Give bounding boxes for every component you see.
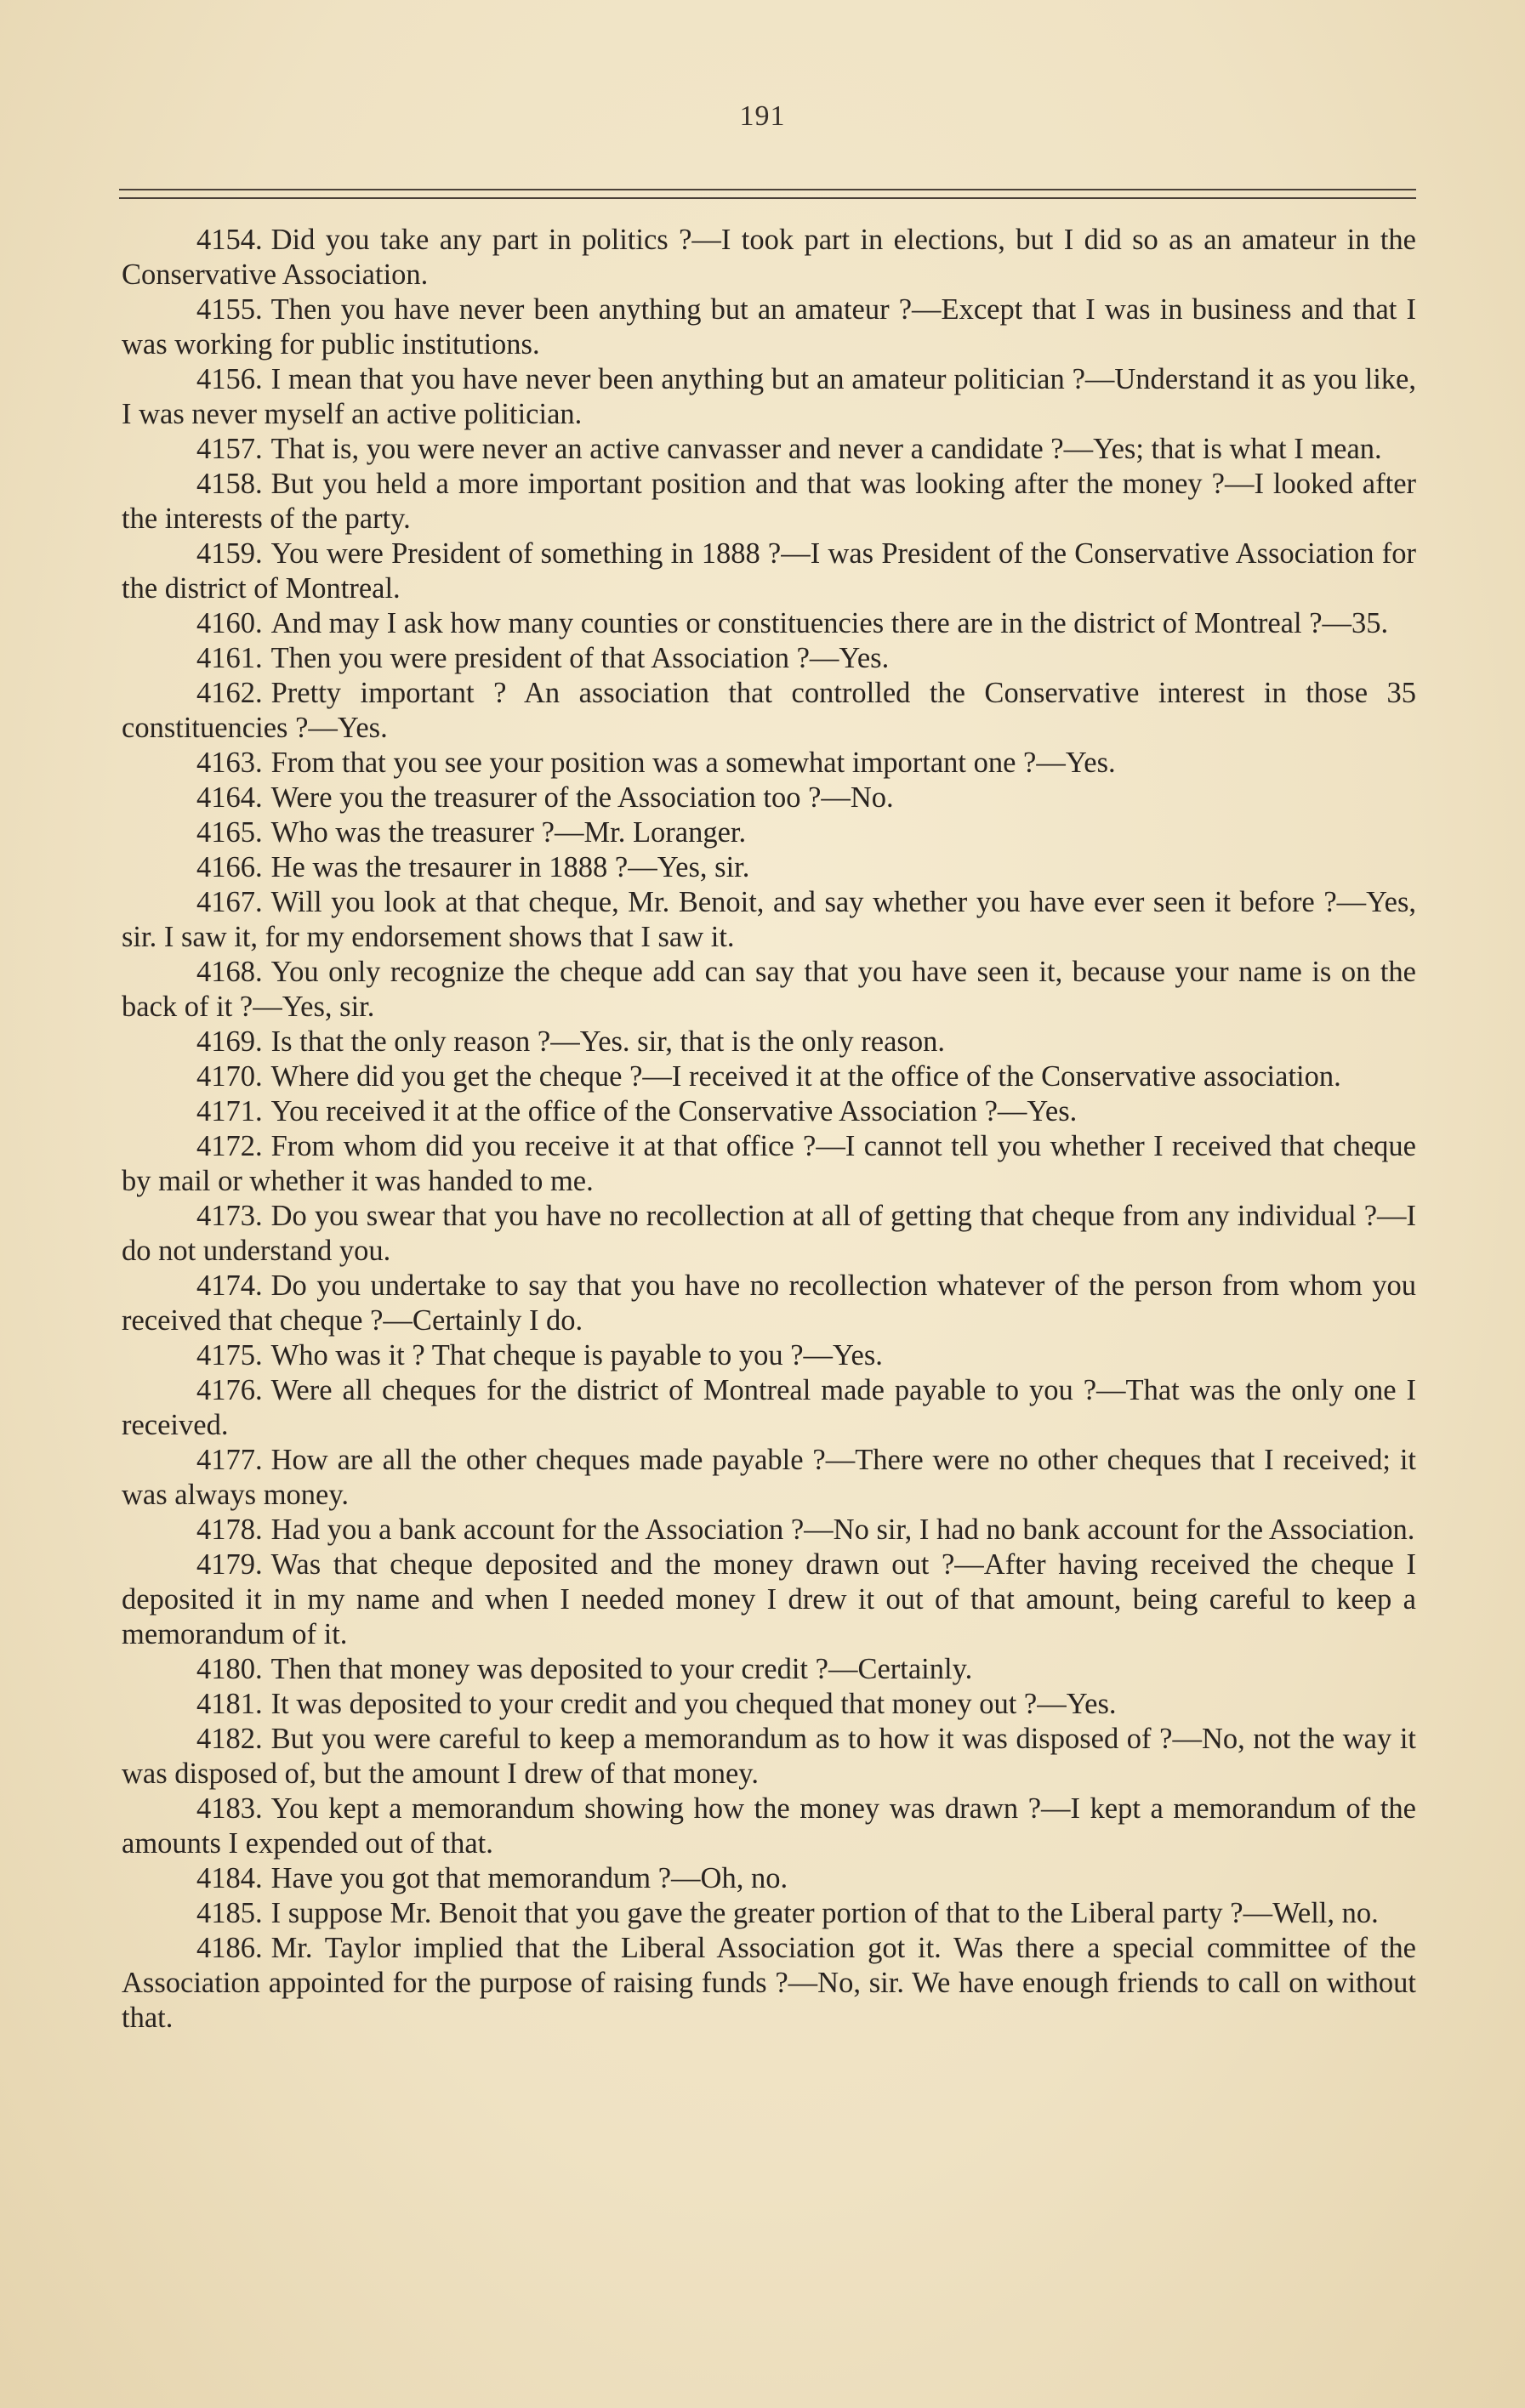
entry-number: 4165. [196, 816, 263, 849]
entry-text: Then that money was deposited to your credit ?—Certainly. [270, 1653, 973, 1685]
entry-text: Who was it ? That cheque is payable to you ?—Yes. [270, 1339, 883, 1372]
entry-text: That is, you were never an active canvasser and never a candidate ?—Yes; that is what I mean. [270, 433, 1382, 465]
testimony-entry [122, 850, 1416, 885]
testimony-entry [122, 467, 1416, 537]
entry-number: 4172. [196, 1130, 263, 1162]
entry-text: From that you see your position was a somewhat important one ?—Yes. [270, 747, 1116, 779]
entry-text: Have you got that memorandum ?—Oh, no. [270, 1862, 788, 1894]
testimony-entry [122, 292, 1416, 362]
entry-text: And may I ask how many counties or constituencies there are in the district of Montreal ?—35. [270, 607, 1389, 639]
testimony-entry [122, 606, 1416, 641]
entry-text: Where did you get the cheque ?—I received it at the office of the Conservative association. [270, 1060, 1341, 1093]
entry-number: 4173. [196, 1200, 263, 1232]
entry-number: 4176. [196, 1374, 263, 1406]
testimony-entry [122, 676, 1416, 746]
entry-text: From whom did you receive it at that office ?—I cannot tell you whether I received that cheque by mail or whether it was handed to me. [122, 1130, 1416, 1197]
entry-text: I suppose Mr. Benoit that you gave the greater portion of that to the Liberal party ?—Well, no. [270, 1897, 1379, 1929]
entry-number: 4170. [196, 1060, 263, 1093]
entry-text: Did you take any part in politics ?—I took part in elections, but I did so as an amateur in the Conservative Association. [122, 224, 1416, 291]
entry-text: You only recognize the cheque add can say that you have seen it, because your name is on the back of it ?—Yes, sir. [122, 956, 1416, 1023]
testimony-entry [122, 1059, 1416, 1094]
entry-number: 4177. [196, 1444, 263, 1476]
entry-number: 4178. [196, 1514, 263, 1546]
testimony-entry [122, 1931, 1416, 2036]
testimony-entry [122, 1722, 1416, 1792]
testimony-entry [122, 1792, 1416, 1861]
entry-number: 4186. [196, 1932, 263, 1964]
testimony-entry [122, 1896, 1416, 1931]
entry-text: Were all cheques for the district of Montreal made payable to you ?—That was the only one I received. [122, 1374, 1416, 1441]
entry-text: You were President of something in 1888 ?—I was President of the Conservative Association for the district of Montreal. [122, 537, 1416, 605]
entry-number: 4184. [196, 1862, 263, 1894]
entry-number: 4156. [196, 363, 263, 395]
entry-number: 4160. [196, 607, 263, 639]
testimony-list [122, 223, 1416, 2036]
entry-number: 4155. [196, 293, 263, 326]
entry-text: Mr. Taylor implied that the Liberal Association got it. Was there a special committee of the Association appointed for the purpose of raising funds ?—No, sir. We have enough friends to call on without that. [122, 1932, 1416, 2034]
entry-text: You kept a memorandum showing how the money was drawn ?—I kept a memorandum of the amounts I expended out of that. [122, 1792, 1416, 1860]
entry-text: Was that cheque deposited and the money drawn out ?—After having received the cheque I deposited it in my name and when I needed money I drew it out of that amount, being careful to keep a memorandum of it. [122, 1548, 1416, 1650]
testimony-entry [122, 815, 1416, 850]
entry-number: 4179. [196, 1548, 263, 1581]
testimony-entry [122, 1269, 1416, 1338]
entry-number: 4185. [196, 1897, 263, 1929]
entry-text: Then you were president of that Association ?—Yes. [270, 642, 890, 674]
entry-number: 4183. [196, 1792, 263, 1825]
entry-number: 4158. [196, 468, 263, 500]
entry-text: Then you have never been anything but an amateur ?—Except that I was in business and that I was working for public institutions. [122, 293, 1416, 361]
testimony-entry [122, 1199, 1416, 1269]
entry-text: Do you swear that you have no recollection at all of getting that cheque from any individual ?—I do not understand you. [122, 1200, 1416, 1267]
entry-number: 4161. [196, 642, 263, 674]
entry-number: 4162. [196, 677, 263, 709]
entry-number: 4157. [196, 433, 263, 465]
entry-number: 4175. [196, 1339, 263, 1372]
entry-text: Had you a bank account for the Association ?—No sir, I had no bank account for the Association. [270, 1514, 1415, 1546]
testimony-entry [122, 1129, 1416, 1199]
testimony-entry [122, 362, 1416, 432]
entry-number: 4169. [196, 1025, 263, 1058]
entry-text: Do you undertake to say that you have no recollection whatever of the person from whom you received that cheque ?—Certainly I do. [122, 1269, 1416, 1337]
entry-number: 4174. [196, 1269, 263, 1302]
testimony-entry [122, 1443, 1416, 1513]
entry-text: How are all the other cheques made payable ?—There were no other cheques that I received; it was always money. [122, 1444, 1416, 1511]
entry-text: But you were careful to keep a memorandum as to how it was disposed of ?—No, not the way it was disposed of, but the amount I drew of that money. [122, 1723, 1416, 1790]
testimony-entry [122, 641, 1416, 676]
entry-number: 4168. [196, 956, 263, 988]
testimony-entry [122, 1687, 1416, 1722]
testimony-entry [122, 537, 1416, 606]
testimony-entry [122, 1338, 1416, 1373]
page-number: 191 [739, 100, 786, 132]
entry-text: But you held a more important position and that was looking after the money ?—I looked after the interests of the party. [122, 468, 1416, 535]
entry-text: Is that the only reason ?—Yes. sir, that is the only reason. [270, 1025, 945, 1058]
testimony-entry [122, 1548, 1416, 1652]
entry-number: 4180. [196, 1653, 263, 1685]
testimony-entry [122, 432, 1416, 467]
testimony-entry [122, 955, 1416, 1025]
header-rule-bottom [119, 197, 1416, 199]
entry-text: I mean that you have never been anything but an amateur politician ?—Understand it as you like, I was never myself an active politician. [122, 363, 1416, 430]
testimony-entry [122, 1652, 1416, 1687]
testimony-entry [122, 1094, 1416, 1129]
entry-text: He was the tresaurer in 1888 ?—Yes, sir. [270, 851, 750, 883]
testimony-entry [122, 1373, 1416, 1443]
entry-number: 4164. [196, 781, 263, 814]
entry-text: Were you the treasurer of the Association too ?—No. [270, 781, 894, 814]
entry-text: Who was the treasurer ?—Mr. Loranger. [270, 816, 747, 849]
entry-number: 4166. [196, 851, 263, 883]
entry-number: 4182. [196, 1723, 263, 1755]
entry-text: Will you look at that cheque, Mr. Benoit, and say whether you have ever seen it before ?—Yes, sir. I saw it, for my endorsement shows that I saw it. [122, 886, 1416, 953]
entry-number: 4181. [196, 1688, 263, 1720]
entry-number: 4159. [196, 537, 263, 570]
entry-number: 4171. [196, 1095, 263, 1127]
entry-text: You received it at the office of the Conservative Association ?—Yes. [270, 1095, 1078, 1127]
testimony-entry [122, 1025, 1416, 1059]
entry-text: Pretty important ? An association that controlled the Conservative interest in those 35 constituencies ?—Yes. [122, 677, 1416, 744]
testimony-entry [122, 781, 1416, 815]
testimony-entry [122, 1861, 1416, 1896]
header-rule-top [119, 189, 1416, 190]
testimony-entry [122, 223, 1416, 292]
testimony-entry [122, 885, 1416, 955]
entry-text: It was deposited to your credit and you chequed that money out ?—Yes. [270, 1688, 1117, 1720]
entry-number: 4167. [196, 886, 263, 918]
entry-number: 4154. [196, 224, 263, 256]
entry-number: 4163. [196, 747, 263, 779]
testimony-entry [122, 746, 1416, 781]
testimony-entry [122, 1513, 1416, 1548]
